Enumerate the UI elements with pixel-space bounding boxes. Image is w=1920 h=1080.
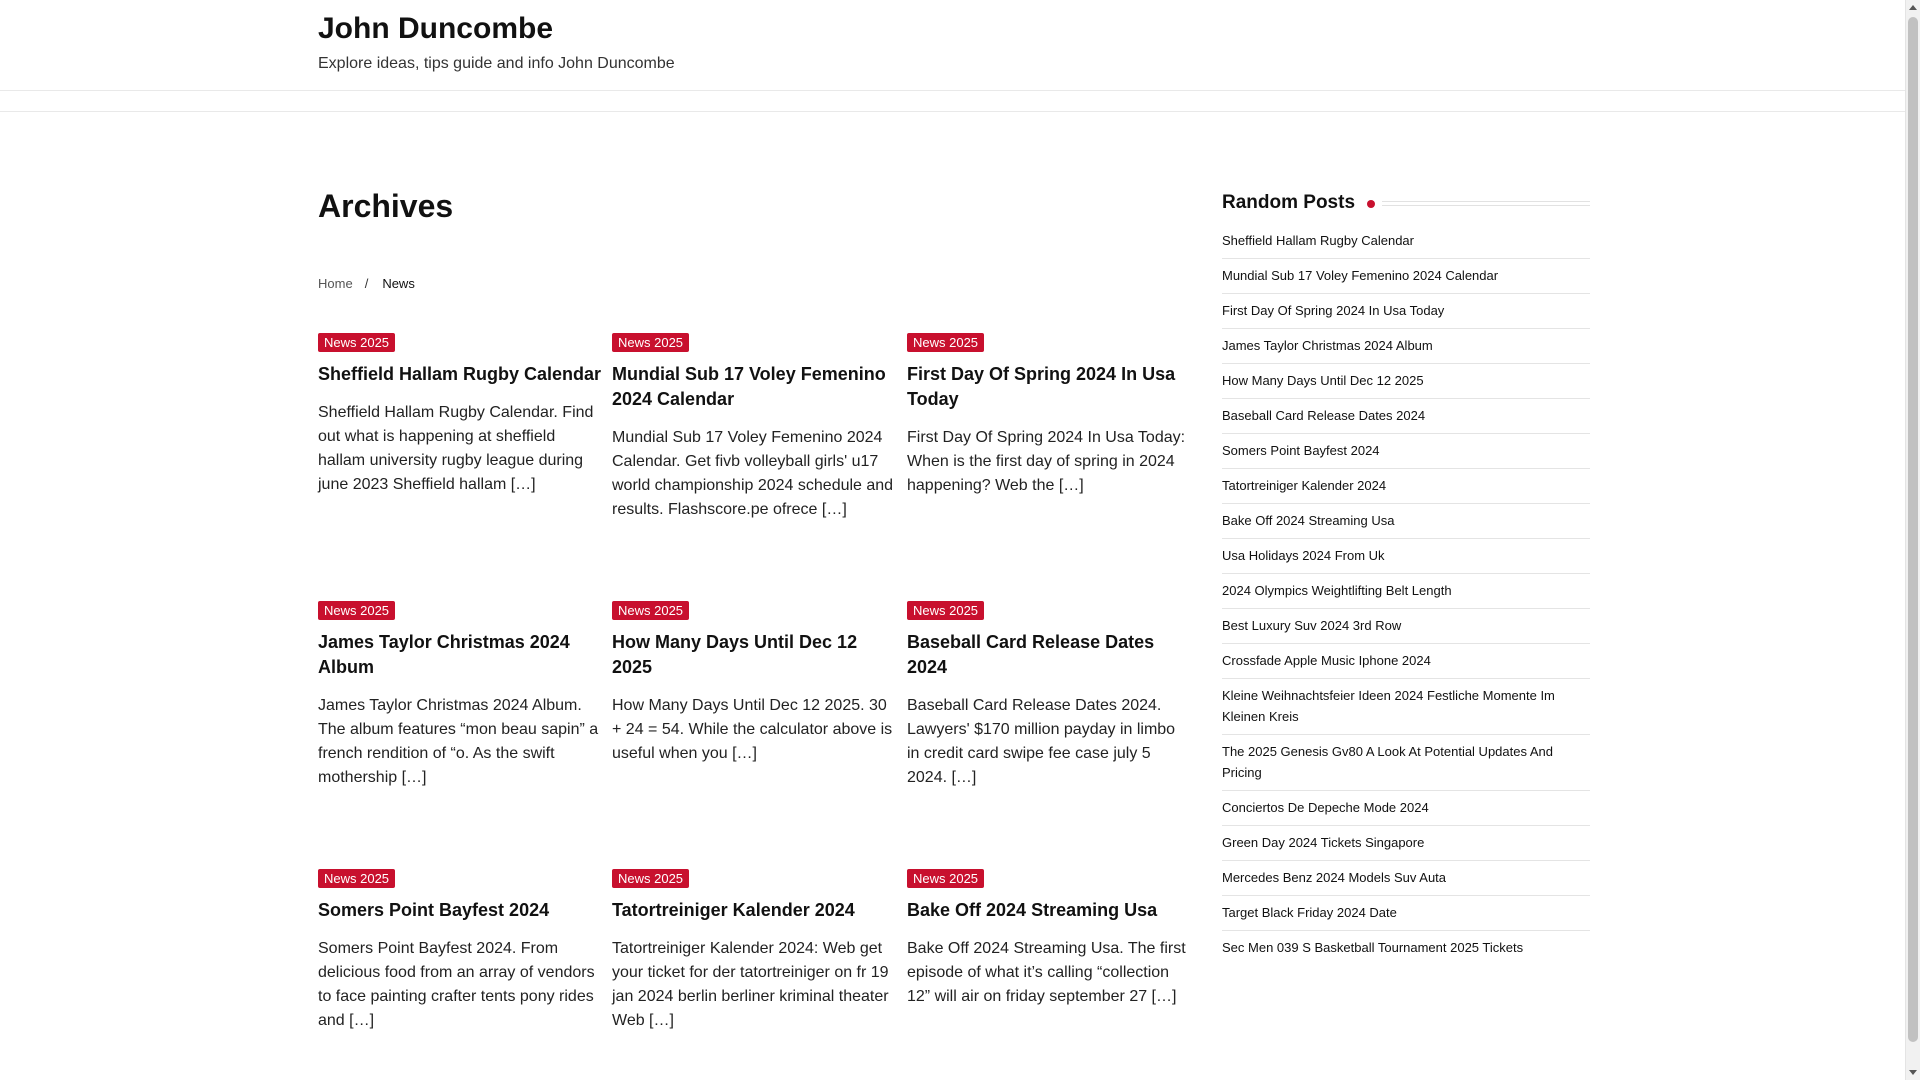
- post-excerpt: Baseball Card Release Dates 2024. Lawyers' $170 million payday in limbo in credit card swipe fee case july 5 2024. […]: [907, 697, 1176, 786]
- post-excerpt: James Taylor Christmas 2024 Album. The album features “mon beau sapin” a french rendition of “o. As the swift mothership […]: [318, 697, 599, 786]
- random-post-link[interactable]: First Day Of Spring 2024 In Usa Today: [1222, 294, 1590, 329]
- post-card: [612, 333, 896, 522]
- post-card: [318, 601, 602, 790]
- widget-title-dot: [1367, 200, 1375, 208]
- post-excerpt: Somers Point Bayfest 2024. From delicious food from an array of vendors to face painting crafter tents pony rides and […]: [318, 940, 595, 1029]
- random-post-link[interactable]: Sec Men 039 S Basketball Tournament 2025 Tickets: [1222, 940, 1524, 955]
- widget-title-rule: [1382, 201, 1590, 206]
- category-badge[interactable]: News 2025: [612, 869, 689, 888]
- post-card: [907, 601, 1191, 790]
- random-post-link[interactable]: Sheffield Hallam Rugby Calendar: [1222, 224, 1590, 259]
- post-title[interactable]: Baseball Card Release Dates 2024: [907, 632, 1155, 677]
- post-excerpt: Bake Off 2024 Streaming Usa. The first episode of what it’s calling “collection 12” will air on friday september 27 […]: [907, 940, 1186, 1005]
- random-post-link[interactable]: Kleine Weihnachtsfeier Ideen 2024 Festliche Momente Im Kleinen Kreis: [1222, 679, 1590, 735]
- random-post-link[interactable]: James Taylor Christmas 2024 Album: [1222, 329, 1590, 364]
- random-post-link[interactable]: How Many Days Until Dec 12 2025: [1222, 364, 1590, 399]
- random-post-link[interactable]: Mercedes Benz 2024 Models Suv Auta: [1222, 861, 1590, 896]
- category-badge[interactable]: News 2025: [318, 333, 395, 352]
- breadcrumb-separator: /: [364, 276, 369, 291]
- random-post-link[interactable]: Mundial Sub 17 Voley Femenino 2024 Calendar: [1222, 259, 1590, 294]
- post-title[interactable]: Somers Point Bayfest 2024: [318, 900, 550, 920]
- post-excerpt: Sheffield Hallam Rugby Calendar. Find out what is happening at sheffield hallam university rugby league during june 2023 Sheffield hallam […]: [318, 404, 594, 493]
- widget-title: Random Posts: [1222, 192, 1363, 214]
- header-divider: [0, 90, 1905, 91]
- random-post-link[interactable]: Somers Point Bayfest 2024: [1222, 434, 1590, 469]
- random-post-link[interactable]: Bake Off 2024 Streaming Usa: [1222, 504, 1590, 539]
- sidebar: [1222, 192, 1590, 965]
- post-title[interactable]: Tatortreiniger Kalender 2024: [612, 900, 855, 920]
- vertical-scrollbar[interactable]: [1905, 0, 1920, 1080]
- category-badge[interactable]: News 2025: [907, 869, 984, 888]
- post-excerpt: How Many Days Until Dec 12 2025. 30 + 24 = 54. While the calculator above is useful when you […]: [612, 697, 893, 762]
- random-post-link[interactable]: Green Day 2024 Tickets Singapore: [1222, 826, 1590, 861]
- breadcrumb-home-link[interactable]: Home: [318, 276, 353, 291]
- breadcrumb: [318, 276, 415, 291]
- random-posts-list: [1222, 224, 1590, 965]
- category-badge[interactable]: News 2025: [612, 333, 689, 352]
- post-card: [612, 869, 896, 1033]
- post-excerpt: Tatortreiniger Kalender 2024: Web get your ticket for der tatortreiniger on fr 19 jan 2024 berlin berliner kriminal theater Web […]: [612, 940, 889, 1029]
- post-title[interactable]: How Many Days Until Dec 12 2025: [612, 632, 858, 677]
- random-post-link[interactable]: 2024 Olympics Weightlifting Belt Length: [1222, 574, 1590, 609]
- category-badge[interactable]: News 2025: [907, 333, 984, 352]
- random-post-link[interactable]: Baseball Card Release Dates 2024: [1222, 399, 1590, 434]
- post-excerpt: Mundial Sub 17 Voley Femenino 2024 Calendar. Get fivb volleyball girls' u17 world championship 2024 schedule and results. Flashscore.pe ofrece […]: [612, 429, 894, 518]
- category-badge[interactable]: News 2025: [318, 869, 395, 888]
- random-post-link[interactable]: Tatortreiniger Kalender 2024: [1222, 469, 1590, 504]
- post-card: [907, 333, 1191, 498]
- random-post-link[interactable]: Best Luxury Suv 2024 3rd Row: [1222, 609, 1590, 644]
- post-excerpt: First Day Of Spring 2024 In Usa Today: When is the first day of spring in 2024 happening? Web the […]: [907, 429, 1186, 494]
- post-card: [907, 869, 1191, 1009]
- post-card: [612, 601, 896, 766]
- site-tagline: Explore ideas, tips guide and info John Duncombe: [318, 55, 675, 72]
- random-post-link[interactable]: The 2025 Genesis Gv80 A Look At Potential Updates And Pricing: [1222, 735, 1590, 791]
- page-title: Archives: [318, 188, 454, 224]
- post-title[interactable]: Mundial Sub 17 Voley Femenino 2024 Calendar: [612, 364, 886, 409]
- scrollbar-thumb[interactable]: [1908, 17, 1918, 1042]
- widget-header: [1222, 192, 1590, 214]
- post-title[interactable]: Sheffield Hallam Rugby Calendar: [318, 364, 602, 384]
- category-badge[interactable]: News 2025: [907, 601, 984, 620]
- post-title[interactable]: James Taylor Christmas 2024 Album: [318, 632, 570, 677]
- breadcrumb-current: News: [382, 276, 415, 291]
- category-badge[interactable]: News 2025: [318, 601, 395, 620]
- site-title[interactable]: John Duncombe: [318, 12, 554, 45]
- scroll-down-arrow-icon[interactable]: [1909, 1070, 1917, 1075]
- post-title[interactable]: First Day Of Spring 2024 In Usa Today: [907, 364, 1176, 409]
- random-post-link[interactable]: Usa Holidays 2024 From Uk: [1222, 539, 1590, 574]
- nav-divider: [0, 111, 1905, 112]
- site-header: [0, 0, 1905, 112]
- category-badge[interactable]: News 2025: [612, 601, 689, 620]
- random-post-link[interactable]: Target Black Friday 2024 Date: [1222, 896, 1590, 931]
- scroll-up-arrow-icon[interactable]: [1909, 5, 1917, 10]
- random-post-link[interactable]: Conciertos De Depeche Mode 2024: [1222, 791, 1590, 826]
- random-post-link[interactable]: Crossfade Apple Music Iphone 2024: [1222, 644, 1590, 679]
- post-card: [318, 333, 602, 497]
- post-title[interactable]: Bake Off 2024 Streaming Usa: [907, 900, 1158, 920]
- post-card: [318, 869, 602, 1033]
